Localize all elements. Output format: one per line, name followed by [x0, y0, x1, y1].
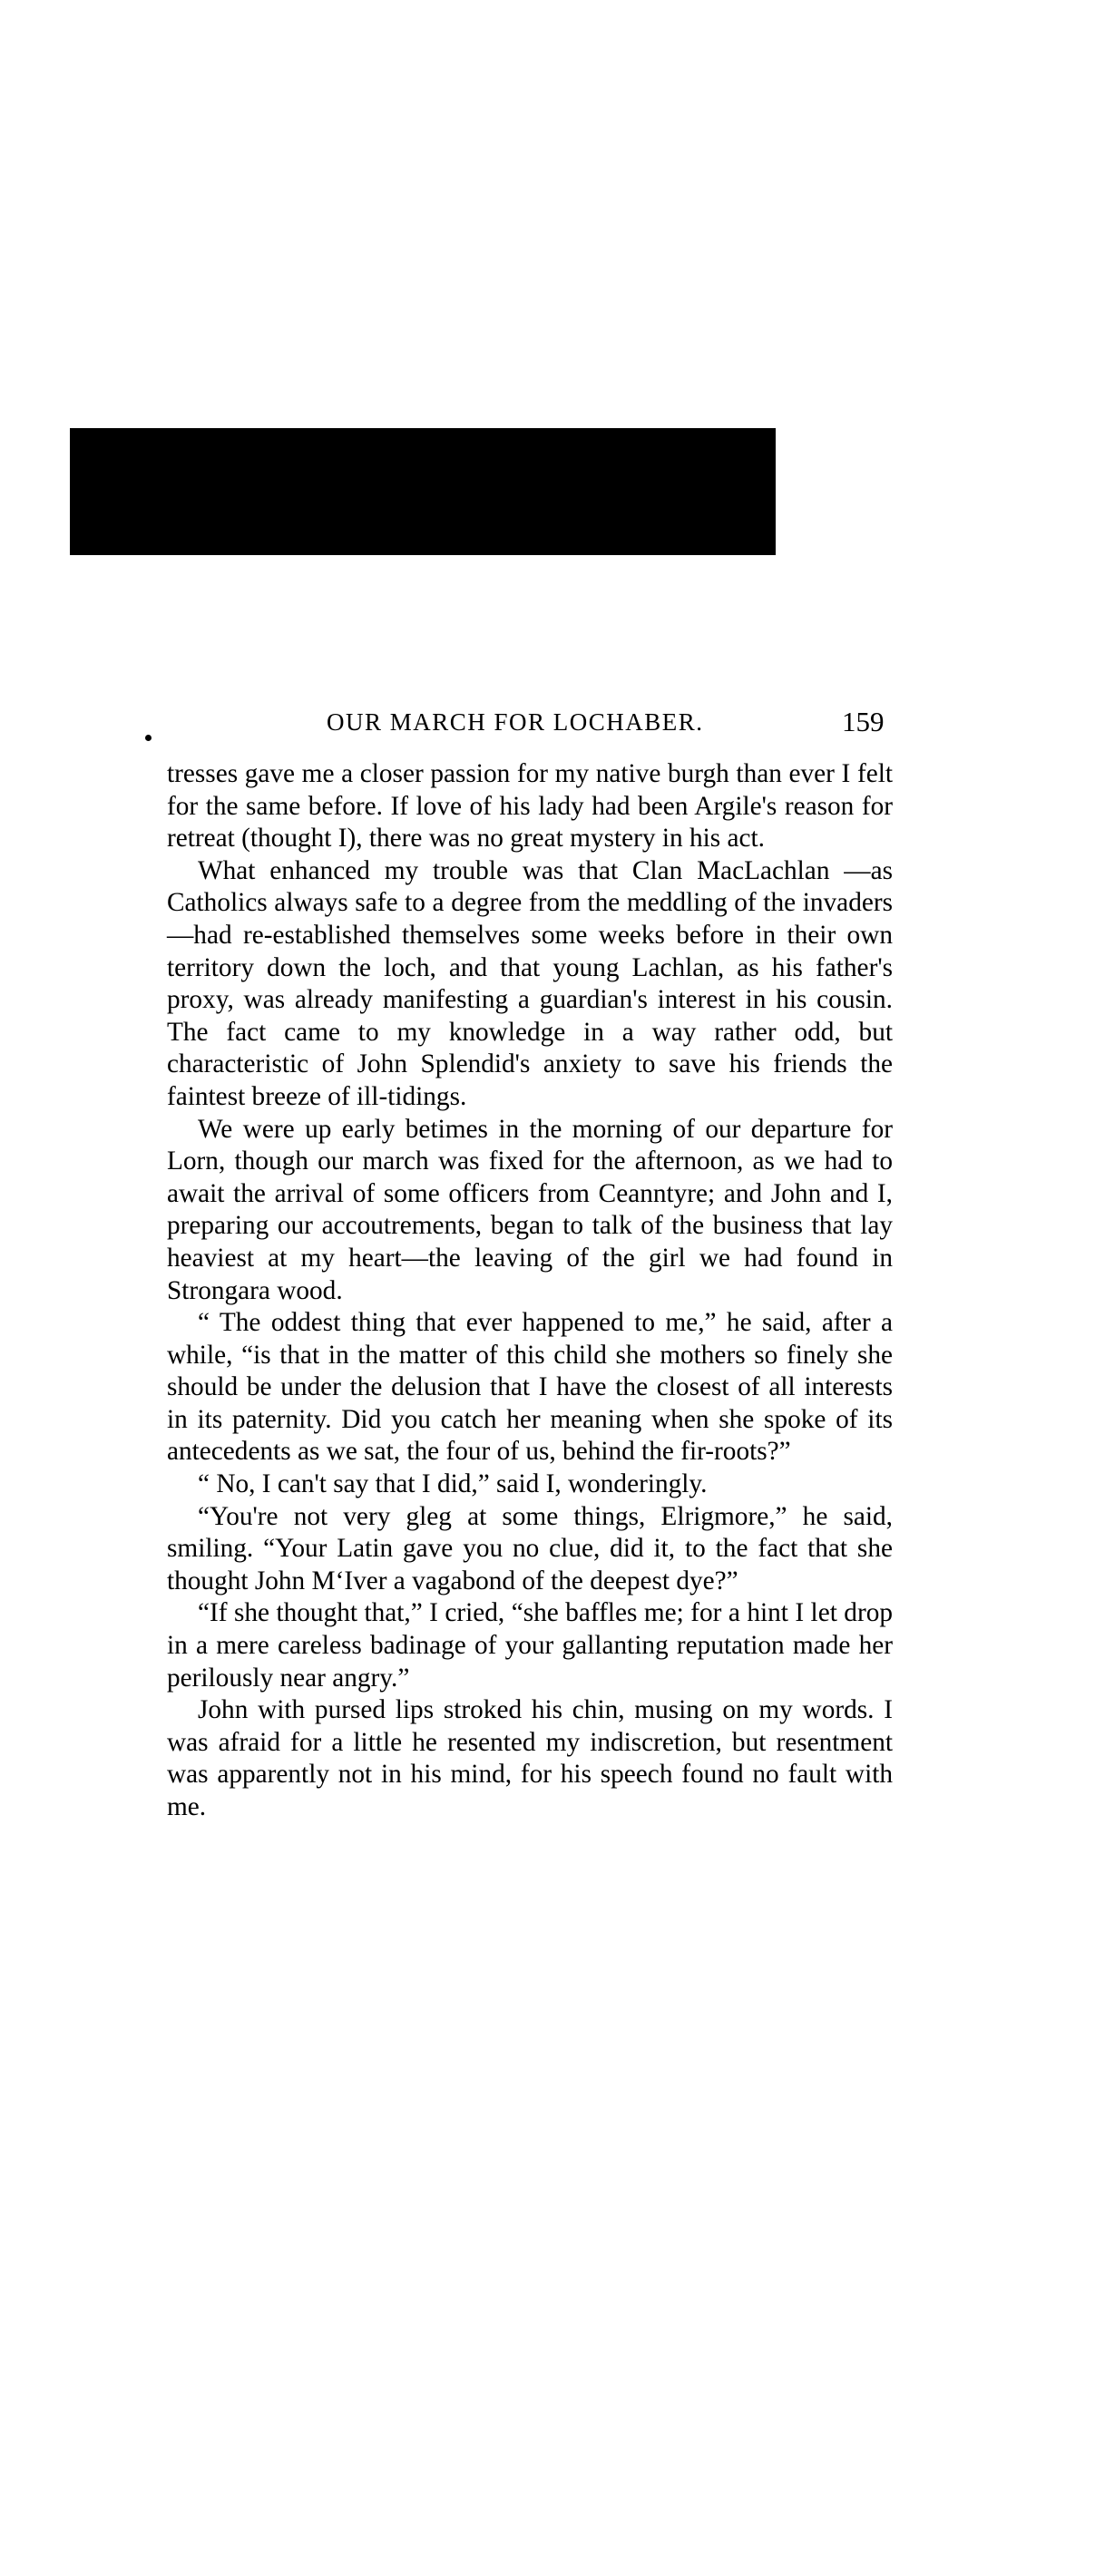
paragraph-5: “ No, I can't say that I did,” said I, wonderingly.	[198, 1469, 708, 1499]
paragraph-8: John with pursed lips stroked his chin, musing on my words. I was afraid for a little he resented my indiscretion, but resentment was apparently not in his mind, for his speech found no fault with me.	[167, 1695, 893, 1821]
running-head	[167, 704, 893, 740]
paragraph-2: What enhanced my trouble was that Clan MacLachlan —as Catholics always safe to a degree from the meddling of the invaders—had re-established themselves some weeks before in their own territory down the loch, and that young Lachlan, as his father's proxy, was already manifesting a guardian's interest in his cousin. The fact came to my knowledge in a way rather odd, but characteristic of John Splendid's anxiety to save his friends the faintest breeze of ill-tidings.	[167, 855, 893, 1111]
ink-speck	[145, 735, 152, 741]
body-text	[167, 758, 893, 1824]
paragraph-3: We were up early betimes in the morning of our departure for Lorn, though our march was fixed for the afternoon, as we had to await the arrival of some officers from Ceanntyre; and John and I, preparing our accoutrements, began to talk of the business that lay heaviest at my heart—the leaving of the girl we had found in Strongara wood.	[167, 1114, 893, 1305]
running-title: OUR MARCH FOR LOCHABER.	[327, 708, 704, 736]
paragraph-1: tresses gave me a closer passion for my native burgh than ever I felt for the same before. If love of his lady had been Argile's reason for retreat (thought I), there was no great mystery in his act.	[167, 759, 893, 854]
page-number: 159	[842, 706, 885, 737]
paragraph-4: “ The oddest thing that ever happened to me,” he said, after a while, “is that in the matter of this child she mothers so finely she should be under the delusion that I have the closest of all interests in its paternity. Did you catch her meaning when she spoke of its antecedents as we sat, the four of us, behind the fir-roots?”	[167, 1308, 893, 1467]
paragraph-6: “You're not very gleg at some things, Elrigmore,” he said, smiling. “Your Latin gave you no clue, did it, to the fact that she thought John M‘Iver a vagabond of the deepest dye?”	[167, 1501, 893, 1595]
redaction-bar	[70, 428, 776, 555]
paragraph-7: “If she thought that,” I cried, “she baffles me; for a hint I let drop in a mere careless badinage of your gallanting reputation made her perilously near angry.”	[167, 1598, 893, 1693]
